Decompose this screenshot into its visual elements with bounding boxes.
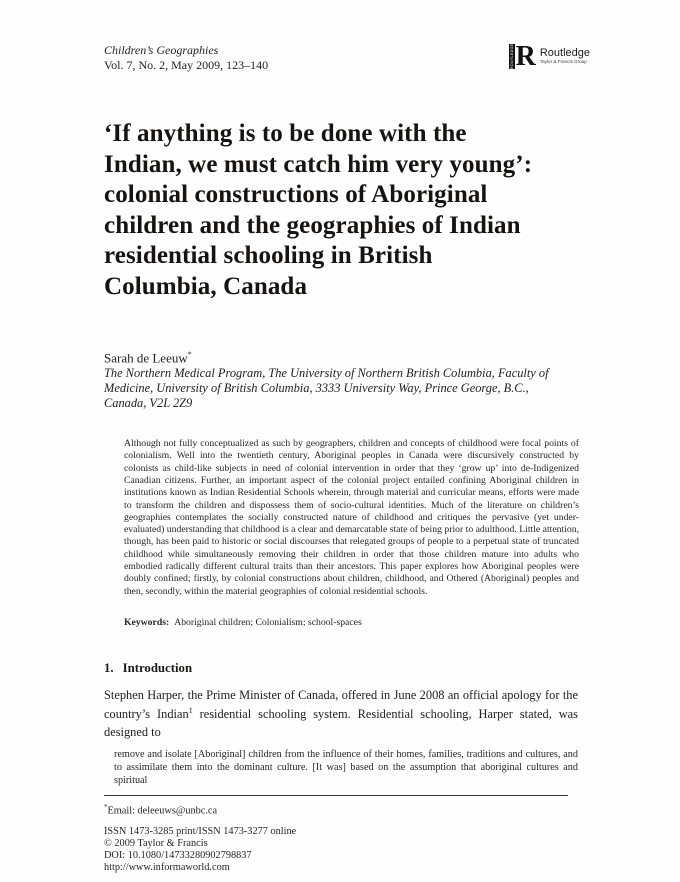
publisher-url: http://www.informaworld.com	[104, 862, 230, 874]
keywords-text: Aboriginal children; Colonialism; school-spaces	[174, 616, 362, 628]
routledge-logo-letter: R	[515, 41, 536, 72]
author-name-text: Sarah de Leeuw	[104, 350, 188, 366]
page-header	[104, 41, 590, 73]
keywords-line	[124, 617, 579, 629]
journal-name: Children’s Geographies	[104, 43, 219, 57]
routledge-logo	[509, 41, 590, 72]
publisher-name: Routledge	[539, 47, 590, 59]
article-title	[104, 119, 578, 302]
intro-paragraph-text: Stephen Harper, the Prime Minister of Canada, offered in June 2008 an official apology for the country’s Indian	[104, 688, 578, 721]
email-footnote	[104, 801, 578, 817]
affiliation-line: Canada, V2L 2Z9	[104, 395, 193, 410]
affiliation-line: Medicine, University of British Columbia, 3333 University Way, Prince George, B.C.,	[104, 380, 529, 395]
journal-issue-line: Vol. 7, No. 2, May 2009, 123–140	[104, 58, 269, 72]
article-title-line: colonial constructions of Aboriginal	[104, 181, 488, 208]
publisher-tagline: Taylor & Francis Group	[539, 59, 587, 64]
section-number: 1.	[104, 661, 114, 676]
article-title-line: residential schooling in British	[104, 242, 433, 269]
article-title-line: Indian, we must catch him very young’:	[104, 150, 533, 178]
copyright-line: © 2009 Taylor & Francis	[104, 837, 208, 849]
journal-info	[104, 43, 268, 73]
email-footnote-text: Email: deleeuws@unbc.ca	[107, 805, 218, 817]
author-block	[104, 346, 578, 410]
footnote-symbol: *	[104, 803, 108, 812]
routledge-logo-text	[540, 44, 590, 65]
author-affiliation	[104, 366, 578, 410]
footnote-divider	[104, 795, 568, 796]
intro-paragraph	[104, 686, 578, 741]
article-title-line: Columbia, Canada	[104, 272, 308, 300]
section-heading-introduction	[104, 660, 578, 676]
issn-line: ISSN 1473-3285 print/ISSN 1473-3277 online	[104, 825, 297, 837]
affiliation-line: The Northern Medical Program, The University of Northern British Columbia, Faculty of	[104, 366, 549, 381]
imprint-block	[104, 826, 578, 875]
keywords-label: Keywords:	[124, 616, 170, 628]
routledge-logo-strip-text: ROUTLEDGE	[509, 44, 514, 69]
routledge-logo-mark	[509, 41, 536, 72]
harper-apology-blockquote: remove and isolate [Aboriginal] children from the influence of their homes, families, traditions and cultures, and to assimilate them into the dominant culture. [It was] based on the assumption that aboriginal cultures and spiritual	[114, 749, 578, 787]
article-title-line: ‘If anything is to be done with the	[104, 120, 467, 147]
footnote-reference-1: 1	[188, 705, 193, 715]
doi-line: DOI: 10.1080/14733280902798837	[104, 849, 252, 861]
section-title: Introduction	[122, 661, 193, 676]
article-title-line: children and the geographies of Indian	[104, 211, 521, 239]
author-note-symbol: *	[187, 350, 192, 359]
abstract-text: Although not fully conceptualized as such by geographers, children and concepts of childhood were focal points of colonialism. Well into the twentieth century, Aboriginal peoples in Canada were discursively constructed by colonists as child-like subjects in need of colonial intervention in order that they ‘grow up’ into de-Indigenized Canadian citizens. Further, an important aspect of the colonial project entailed confining Aboriginal children in institutions known as Indian Residential Schools wherein, through material and curricular means, efforts were made to transform the children and dispossess them of socio-cultural identities. Much of the literature on children’s geographies contemplates the socially constructed nature of childhood and critiques the pervasive (yet under-evaluated) understanding that childhood is a clear and demarcatable state of being prior to adulthood. Little attention, though, has been paid to historic or social discourses that relegated groups of people to a perpetual state of truncated childhood while simultaneously removing their children in order that those children mature into adults who embodied radically different cultural traits than their ancestors. This paper explores how Aboriginal peoples were doubly confined; firstly, by colonial constructions about children, childhood, and Othered (Aboriginal) peoples and then, secondly, within the material geographies of colonial residential schools.	[124, 438, 579, 597]
author-name	[104, 346, 578, 366]
intro-paragraph-text: residential schooling system. Residential schooling, Harper stated, was designed to	[104, 706, 578, 739]
